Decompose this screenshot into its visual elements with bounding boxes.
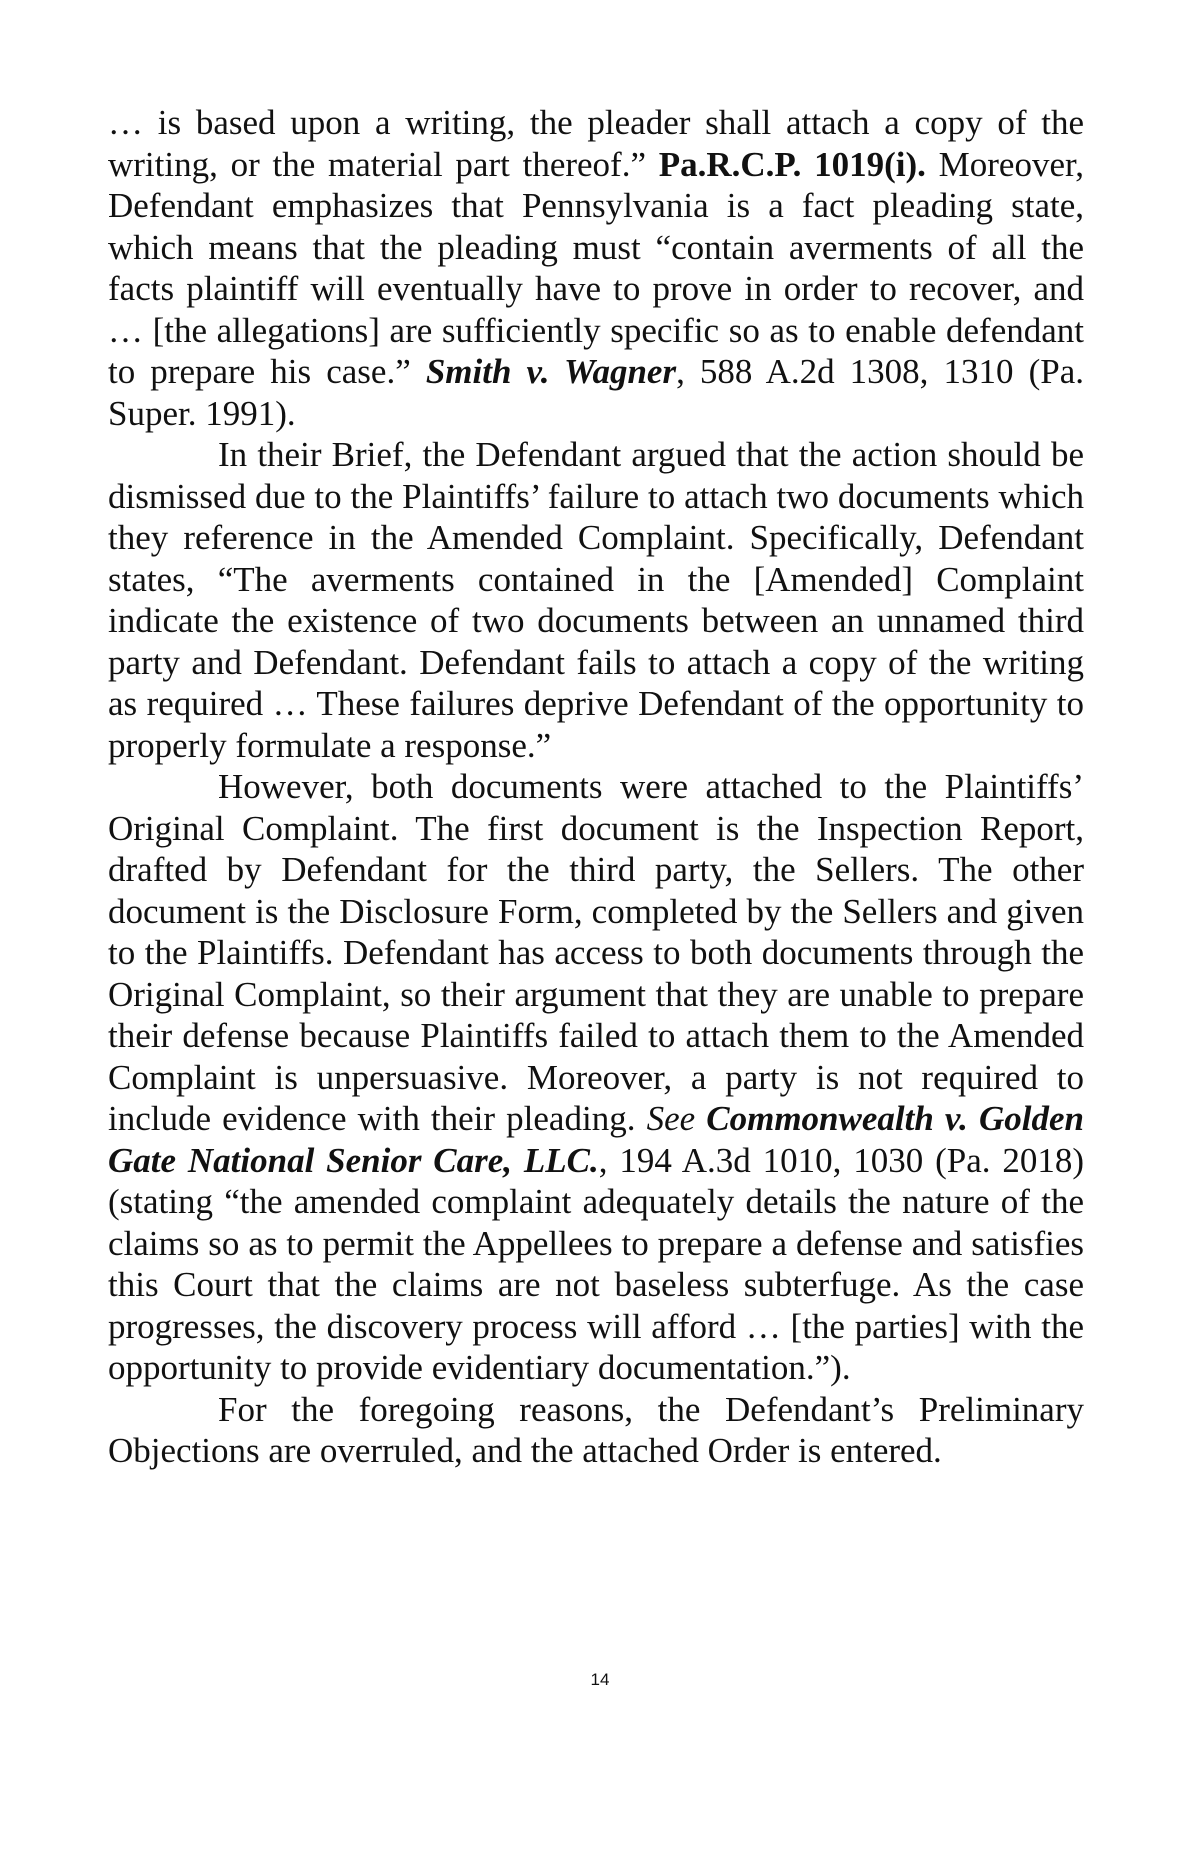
text-run: For the foregoing reasons, the Defendant’s Preliminary Objections are overruled, and the attached Order is entered.	[108, 1389, 1084, 1470]
text-run: , 588 A.2d 1308, 1310 (Pa. Super. 1991).	[108, 352, 1084, 433]
paragraph	[108, 766, 1084, 1389]
bold-text-run: Pa.R.C.P. 1019(i).	[658, 144, 926, 184]
text-run	[695, 1099, 706, 1138]
text-run: Moreover, Defendant emphasizes that Pennsylvania is a fact pleading state, which means that the pleading must “contain averments of all the facts plaintiff will eventually have to prove in order to recover, and … [the allegations] are sufficiently specific so as to enable defendant to prepare his case.”	[108, 144, 1084, 391]
text-run: , 194 A.3d 1010, 1030 (Pa. 2018) (stating “the amended complaint adequately details the nature of the claims so as to permit the Appellees to prepare a defense and satisfies this Court that the claims are not baseless subterfuge. As the case progresses, the discovery process will afford … [the parties] with the opportunity to provide evidentiary documentation.”).	[108, 1140, 1084, 1387]
text-run: In their Brief, the Defendant argued that the action should be dismissed due to the Plaintiffs’ failure to attach two documents which they reference in the Amended Complaint. Specifically, Defendant states, “The averments contained in the [Amended] Complaint indicate the existence of two documents between an unnamed third party and Defendant. Defendant fails to attach a copy of the writing as required … These failures deprive Defendant of the opportunity to properly formulate a response.”	[108, 435, 1084, 765]
paragraph	[108, 102, 1084, 434]
paragraph	[108, 1389, 1084, 1472]
bold-italic-text-run: Commonwealth v. Golden Gate National Senior Care, LLC.	[108, 1099, 1085, 1180]
text-run: However, both documents were attached to the Plaintiffs’ Original Complaint. The first document is the Inspection Report, drafted by Defendant for the third party, the Sellers. The other document is the Disclosure Form, completed by the Sellers and given to the Plaintiffs. Defendant has access to both documents through the Original Complaint, so their argument that they are unable to prepare their defense because Plaintiffs failed to attach them to the Amended Complaint is unpersuasive. Moreover, a party is not required to include evidence with their pleading.	[108, 767, 1084, 1138]
bold-italic-text-run: Smith v. Wagner	[425, 352, 677, 391]
italic-text-run: See	[646, 1099, 696, 1138]
page-number: 14	[590, 1670, 610, 1689]
paragraph	[108, 434, 1084, 766]
document-body	[108, 102, 1084, 1472]
text-run: … is based upon a writing, the pleader shall attach a copy of the writing, or the material part thereof.”	[108, 103, 1084, 184]
